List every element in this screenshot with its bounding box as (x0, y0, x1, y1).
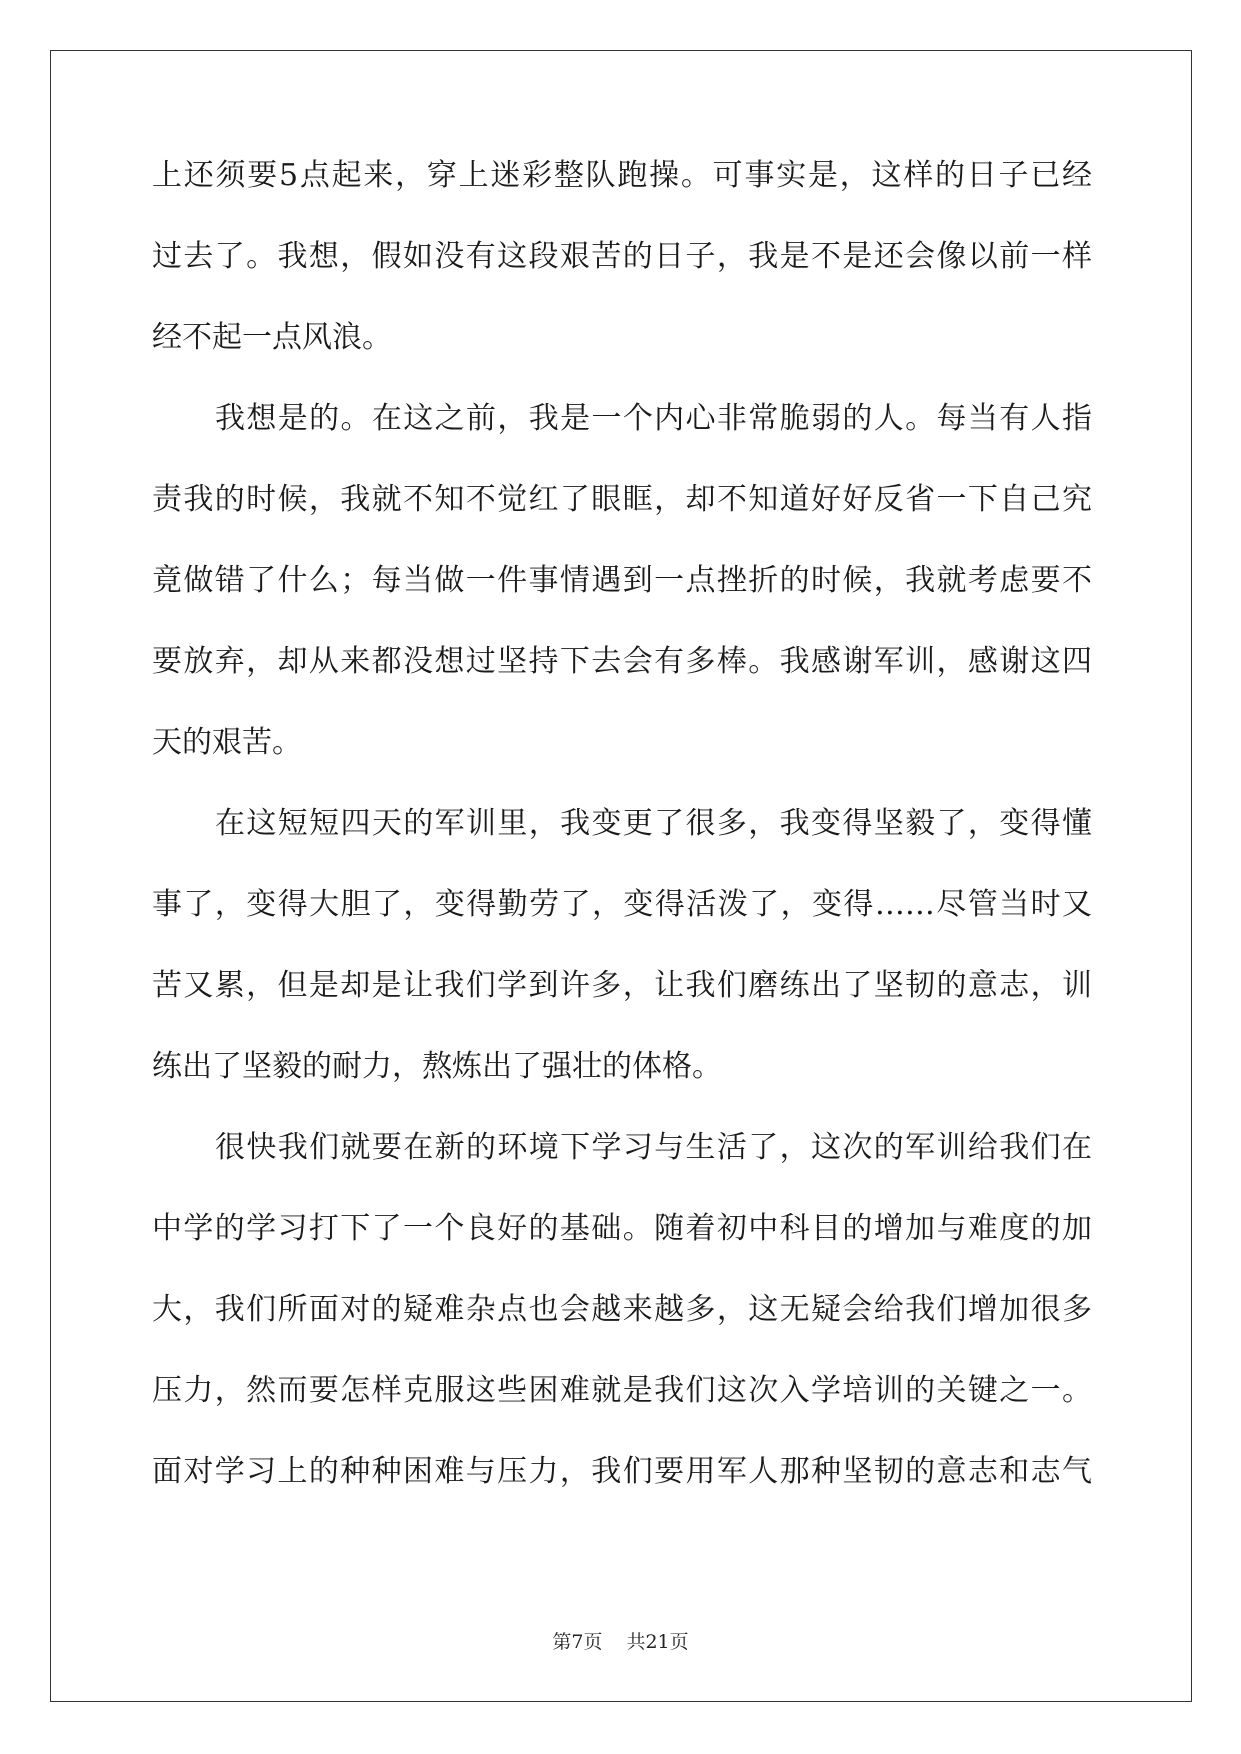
text-line: 竟做错了什么；每当做一件事情遇到一点挫折的时候，我就考虑要不 (152, 563, 1092, 598)
page-footer (0, 1627, 1241, 1654)
text-line: 事了，变得大胆了，变得勤劳了，变得活泼了，变得……尽管当时又 (152, 887, 1092, 922)
text-line: 面对学习上的种种困难与压力，我们要用军人那种坚韧的意志和志气 (152, 1454, 1092, 1489)
text-line: 压力，然而要怎样克服这些困难就是我们这次入学培训的关键之一。 (152, 1373, 1092, 1408)
current-page-number: 第7页 (552, 1631, 603, 1653)
paragraph-first-line: 我想是的。在这之前，我是一个内心非常脆弱的人。每当有人指 (215, 401, 1092, 436)
text-line: 经不起一点风浪。 (152, 320, 392, 355)
text-line: 天的艰苦。 (152, 725, 302, 760)
text-line: 过去了。我想，假如没有这段艰苦的日子，我是不是还会像以前一样 (152, 239, 1092, 274)
text-line: 上还须要5点起来，穿上迷彩整队跑操。可事实是，这样的日子已经 (152, 158, 1092, 193)
total-pages: 共21页 (626, 1631, 689, 1653)
text-line: 责我的时候，我就不知不觉红了眼眶，却不知道好好反省一下自己究 (152, 482, 1092, 517)
paragraph-first-line: 在这短短四天的军训里，我变更了很多，我变得坚毅了，变得懂 (215, 806, 1092, 841)
document-body (152, 158, 1092, 1535)
text-line: 练出了坚毅的耐力，熬炼出了强壮的体格。 (152, 1049, 722, 1084)
text-line: 大，我们所面对的疑难杂点也会越来越多，这无疑会给我们增加很多 (152, 1292, 1092, 1327)
paragraph-first-line: 很快我们就要在新的环境下学习与生活了，这次的军训给我们在 (215, 1130, 1092, 1165)
text-line: 苦又累，但是却是让我们学到许多，让我们磨练出了坚韧的意志，训 (152, 968, 1092, 1003)
text-line: 中学的学习打下了一个良好的基础。随着初中科目的增加与难度的加 (152, 1211, 1092, 1246)
text-line: 要放弃，却从来都没想过坚持下去会有多棒。我感谢军训，感谢这四 (152, 644, 1092, 679)
